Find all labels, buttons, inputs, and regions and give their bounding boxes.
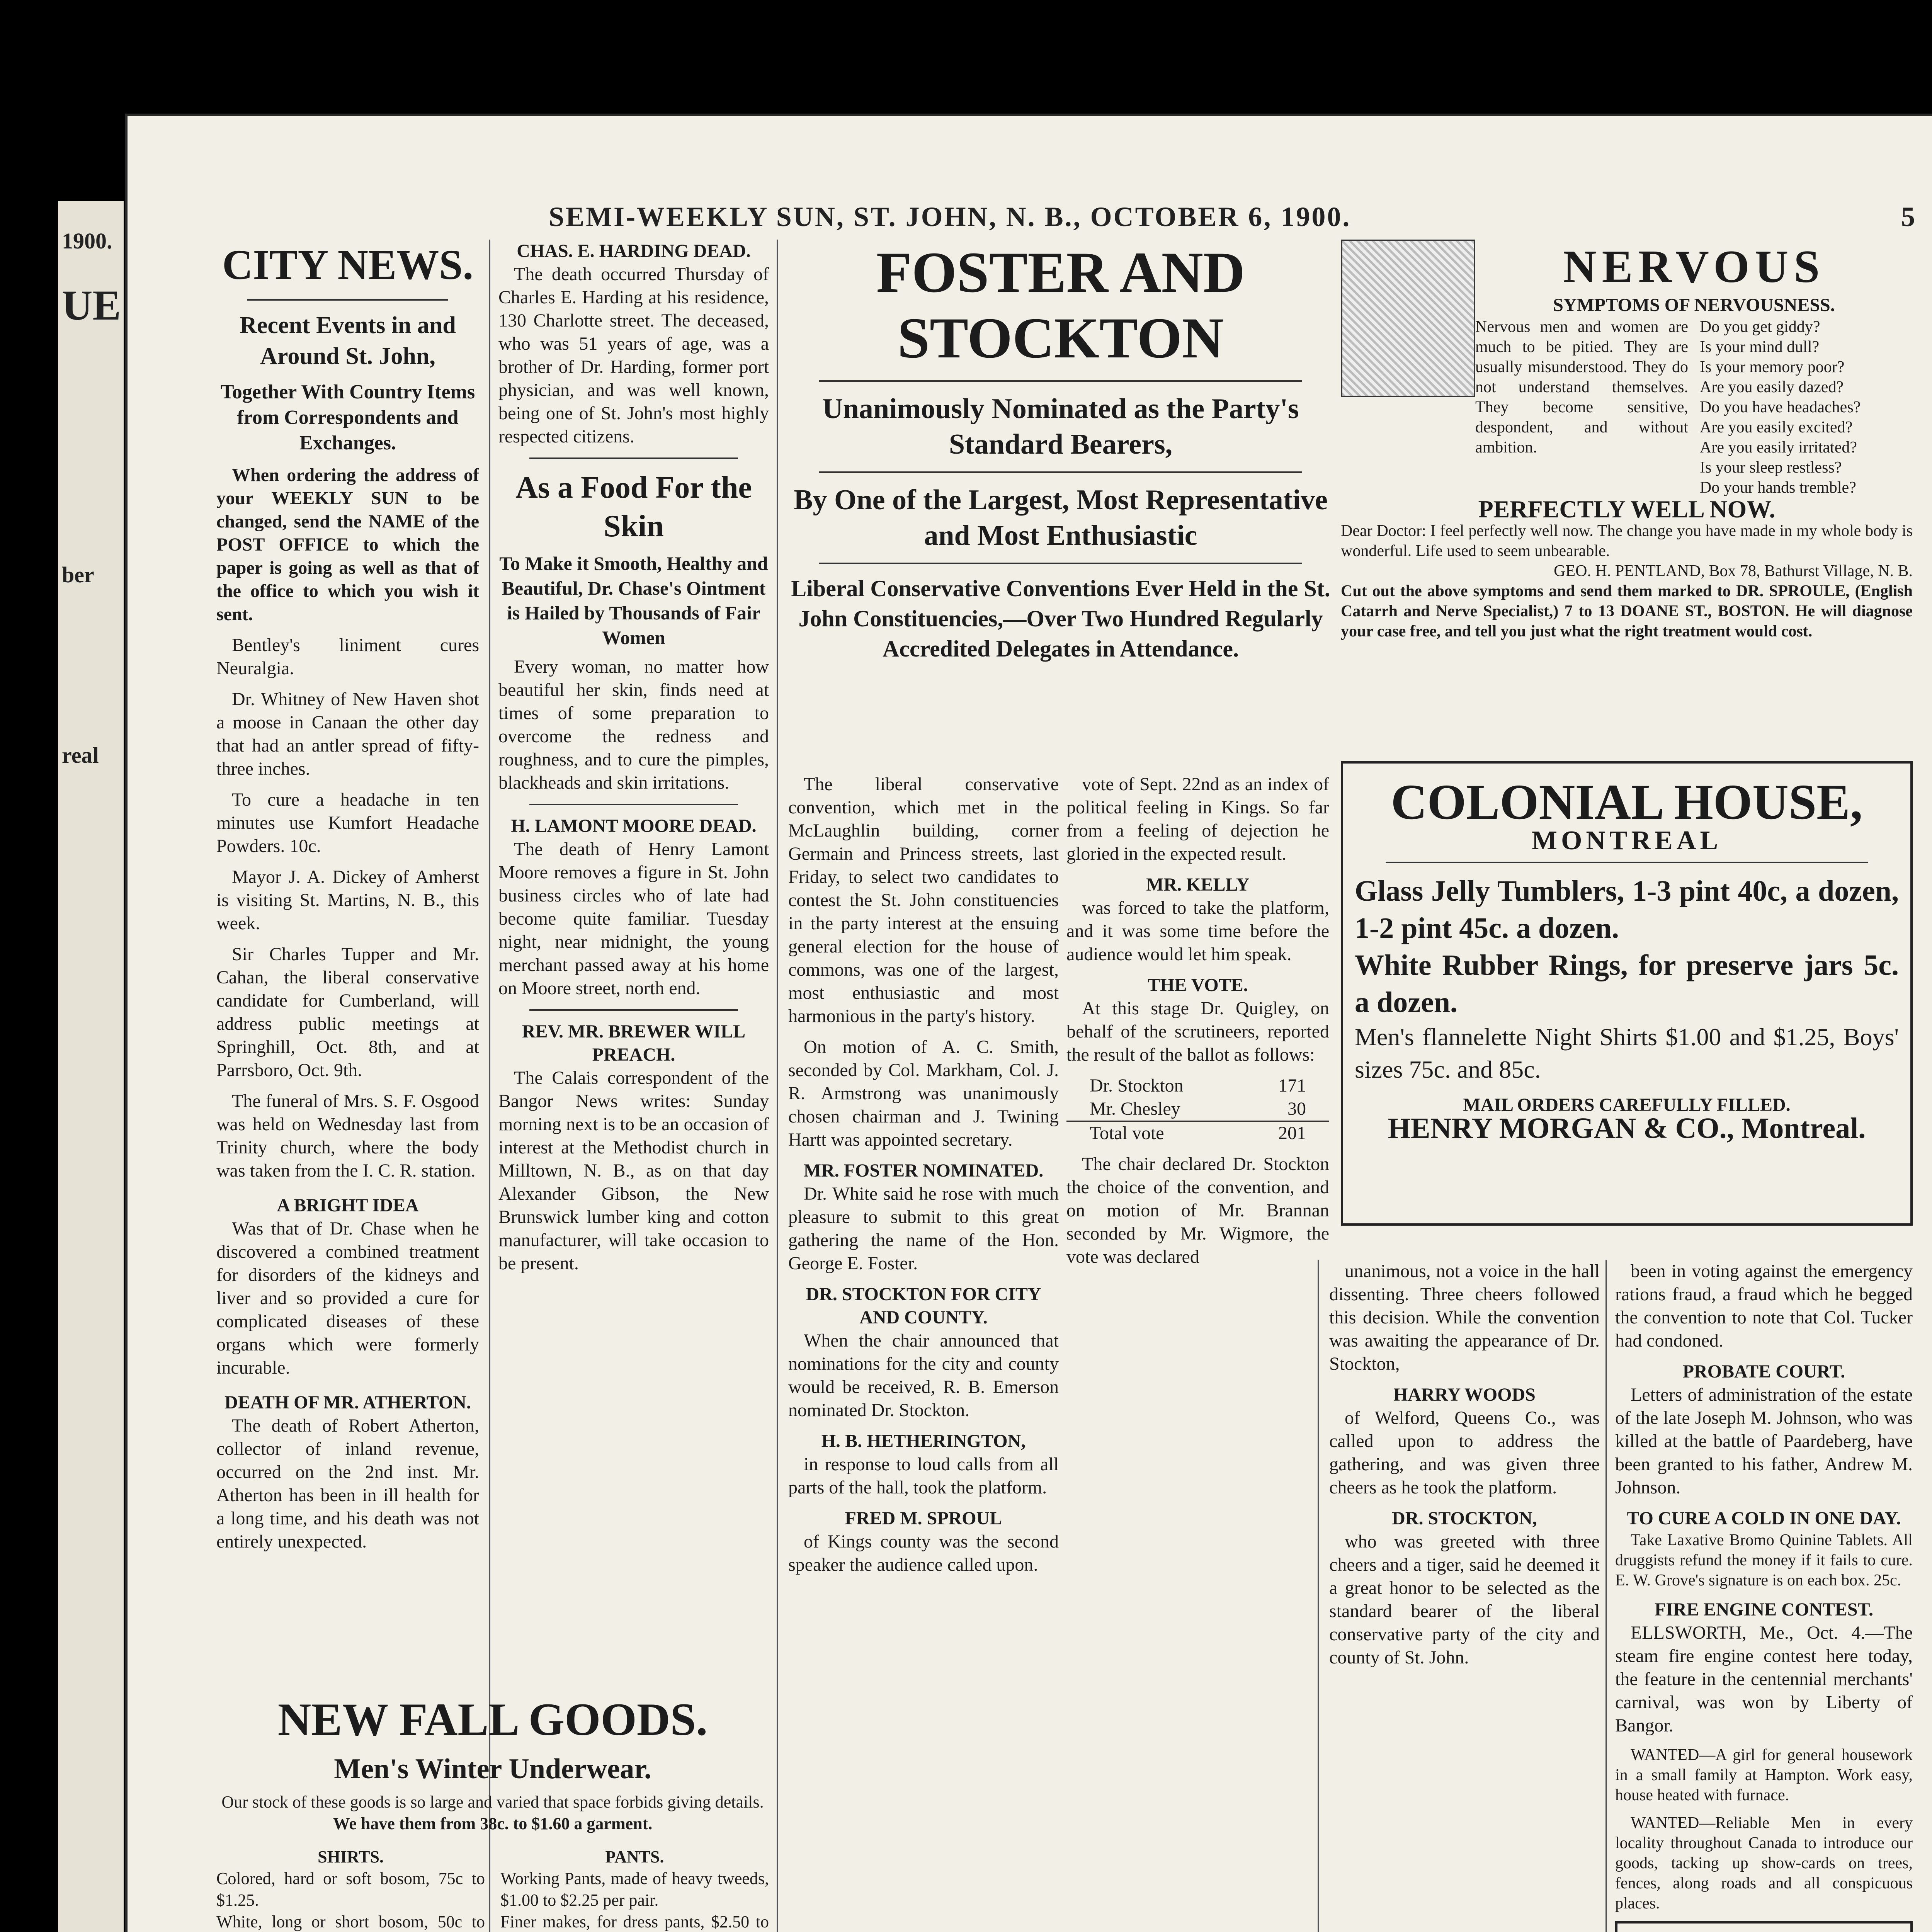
stockton-speech-text: who was greeted with three cheers and a tiger, said he deemed it a great honor to be selected as the standard bearer of the liberal conservative party of the city and county of St. John. xyxy=(1329,1531,1600,1668)
candidate-votes: 171 xyxy=(1278,1075,1306,1096)
sproul-text: of Kings county was the second speaker the audience called upon. xyxy=(788,1531,1059,1575)
fire-engine-heading: FIRE ENGINE CONTEST. xyxy=(1655,1599,1873,1620)
colonial-house-ad xyxy=(1341,753,1913,1240)
column-city-news xyxy=(216,240,479,1669)
wanted-ad: WANTED—A girl for general housework in a small family at Hampton. Work easy, house heated with furnace. xyxy=(1615,1746,1913,1804)
vote-after: The chair declared Dr. Stockton the choice of the convention, and on motion of Mr. Brannan seconded by Mr. Wigmore, the vote was declared xyxy=(1066,1154,1329,1267)
column-rule xyxy=(1605,1260,1607,1932)
city-news-subhead: Recent Events in and Around St. John, xyxy=(240,312,456,369)
col6-body: been in voting against the emergency rations fraud, a fraud which he begged the convention to note that Col. Tucker had condoned. xyxy=(1615,1261,1913,1351)
mail-orders-line: MAIL ORDERS CAREFULLY FILLED. xyxy=(1463,1095,1791,1115)
col5-body: unanimous, not a voice in the hall dissenting. Three cheers followed this decision. While the convention was awaiting the appearance of Dr. Stockton, xyxy=(1329,1261,1600,1374)
skin-food-text: Every woman, no matter how beautiful her skin, finds need at times of some preparation to overcome the redness and roughness, and to cure the pimples, blackheads and skin irritations. xyxy=(498,656,769,793)
column-two xyxy=(498,240,769,1669)
lead-body: The liberal conservative convention, which met in the McLaughlin building, corner Germain and Princess streets, last Friday, to select two candidates to contest the St. John constituencies in the party interest at the ensuing general election for the house of commons, was one of the largest, most enthusiastic and most harmonious in the party's history. xyxy=(788,774,1059,1026)
candidate-votes: 30 xyxy=(1287,1099,1306,1119)
colonial-title: COLONIAL HOUSE, xyxy=(1391,774,1863,830)
city-news-heading: CITY NEWS. xyxy=(222,241,473,288)
fall-goods-ad xyxy=(216,1692,769,1932)
nervous-title: NERVOUS xyxy=(1563,241,1825,292)
masthead-title: SEMI-WEEKLY SUN, ST. JOHN, N. B., OCTOBER 6, 1900. xyxy=(549,201,1351,232)
fall-goods-price-range: We have them from 38c. to $1.60 a garment. xyxy=(333,1814,653,1833)
symptom-item: Is your sleep restless? xyxy=(1700,459,1842,476)
moore-heading: H. LAMONT MOORE DEAD. xyxy=(511,816,757,836)
foster-text: Dr. White said he rose with much pleasure to submit to this great gathering the name of the Hon. George E. Foster. xyxy=(788,1184,1059,1274)
scrap-fragment: real xyxy=(62,743,99,768)
death-heading: DEATH OF MR. ATHERTON. xyxy=(224,1392,471,1413)
column-six xyxy=(1615,1260,1913,1932)
col4-body: vote of Sept. 22nd as an index of political feeling in Kings. So far from a feeling of dejection he gloried in the expected result. xyxy=(1066,774,1329,864)
vote-row xyxy=(1066,1097,1329,1121)
vote-intro: At this stage Dr. Quigley, on behalf of the scrutineers, reported the result of the ballot as follows: xyxy=(1066,998,1329,1065)
symptom-item: Are you easily irritated? xyxy=(1700,439,1857,456)
foster-heading: MR. FOSTER NOMINATED. xyxy=(803,1160,1044,1181)
kelly-text: was forced to take the platform, and it was some time before the audience would let him speak. xyxy=(1066,898,1329,964)
lead-story-column-2 xyxy=(1066,773,1329,1932)
lead-subtitle-3: Liberal Conservative Conventions Ever Held in the St. John Constituencies,—Over Two Hundred Regularly Accredited Delegates in Attendance. xyxy=(791,576,1330,662)
symptom-item: Do you have headaches? xyxy=(1700,398,1861,416)
probate-heading: PROBATE COURT. xyxy=(1682,1361,1845,1382)
cold-cure-heading: TO CURE A COLD IN ONE DAY. xyxy=(1627,1508,1901,1529)
symptom-item: Are you easily dazed? xyxy=(1700,378,1844,396)
death-text: The death of Robert Atherton, collector of inland revenue, occurred on the 2nd inst. Mr. Atherton has been in ill health for a long time, and his death was not entirely unexpected. xyxy=(216,1415,479,1552)
testimonial-letter: Dear Doctor: I feel perfectly well now. The change you have made in my whole body is wonderful. Life used to seem unbearable. xyxy=(1341,522,1913,560)
news-item: Mayor J. A. Dickey of Amherst is visiting St. Martins, N. B., this week. xyxy=(216,867,479,934)
news-item: The funeral of Mrs. S. F. Osgood was held on Wednesday last from Trinity church, where the body was taken from the I. C. R. station. xyxy=(216,1091,479,1181)
lead-body: On motion of A. C. Smith, seconded by Col. Markham, Col. J. R. Armstrong was unanimously chosen chairman and J. Twining Hartt was appointed secretary. xyxy=(788,1037,1059,1150)
city-news-subhead-2: Together With Country Items from Correspondents and Exchanges. xyxy=(220,381,475,454)
nervous-text: Nervous men and women are much to be pitied. They are usually misunderstood. They do not understand themselves. They become sensitive, despondent, and without ambition. xyxy=(1475,318,1688,456)
news-item: Dr. Whitney of New Haven shot a moose in Canaan the other day that had an antler spread of fifty-three inches. xyxy=(216,689,479,779)
nervous-ad xyxy=(1341,240,1913,753)
colonial-firm: HENRY MORGAN & CO., Montreal. xyxy=(1388,1112,1866,1145)
pants-item: Working Pants, made of heavy tweeds, $1.00 to $2.25 per pair. xyxy=(500,1869,769,1910)
symptoms-heading: SYMPTOMS OF NERVOUSNESS. xyxy=(1553,295,1835,315)
symptom-item: Do you get giddy? xyxy=(1700,318,1820,336)
stockton-speech-heading: DR. STOCKTON, xyxy=(1392,1508,1537,1529)
bright-idea-heading: A BRIGHT IDEA xyxy=(277,1195,419,1216)
nervous-call-to-action: Cut out the above symptoms and send them marked to DR. SPROULE, (English Catarrh and Nerve Specialist,) 7 to 13 DOANE ST., BOSTON. He will diagnose your case free, and tell you just what the right treatment would cost. xyxy=(1341,582,1913,640)
symptom-item: Is your memory poor? xyxy=(1700,358,1845,376)
hetherington-text: in response to loud calls from all parts of the hall, took the platform. xyxy=(788,1454,1059,1498)
fire-engine-text: ELLSWORTH, Me., Oct. 4.—The steam fire engine contest here today, the feature in the centennial merchants' carnival, was won by Liberty of Bangor. xyxy=(1615,1622,1913,1736)
brewer-heading: REV. MR. BREWER WILL PREACH. xyxy=(522,1021,746,1065)
perfectly-well-heading: PERFECTLY WELL NOW. xyxy=(1478,495,1776,523)
fall-goods-line: Our stock of these goods is so large and varied that space forbids giving details. xyxy=(221,1793,764,1811)
hetherington-heading: H. B. HETHERINGTON, xyxy=(821,1431,1026,1451)
lead-story-column-3 xyxy=(1329,1260,1600,1932)
sproul-heading: FRED M. SPROUL xyxy=(845,1508,1002,1529)
vote-total-row xyxy=(1066,1121,1329,1145)
column-rule xyxy=(777,240,778,1932)
skin-food-subhead: To Make it Smooth, Healthy and Beautiful, Dr. Chase's Ointment is Hailed by Thousands of Fair Women xyxy=(499,553,768,648)
probate-text: Letters of administration of the estate of the late Joseph M. Johnson, who was killed at the battle of Paardeberg, have been granted to his father, Andrew M. Johnson. xyxy=(1615,1384,1913,1498)
shirt-item: White, long or short bosom, 50c to xyxy=(216,1912,485,1931)
colonial-line-2: White Rubber Rings, for preserve jars 5c. a dozen. xyxy=(1355,949,1899,1019)
colonial-city: MONTREAL xyxy=(1531,826,1722,855)
bright-idea-text: Was that of Dr. Chase when he discovered a combined treatment for disorders of the kidneys and liver and so provided a cure for complicated diseases of these organs which were formerly incurable. xyxy=(216,1218,479,1378)
shirt-item: Colored, hard or soft bosom, 75c to $1.25. xyxy=(216,1869,485,1910)
shirts-heading: SHIRTS. xyxy=(318,1847,384,1866)
masthead xyxy=(201,201,1917,232)
lead-title: FOSTER AND STOCKTON xyxy=(876,240,1245,370)
scrap-fragment: 1900. xyxy=(62,228,112,253)
lead-story-column-1 xyxy=(788,773,1059,1932)
news-item: Bentley's liniment cures Neuralgia. xyxy=(216,635,479,679)
lead-subtitle-1: Unanimously Nominated as the Party's Standard Bearers, xyxy=(822,393,1299,460)
harding-text: The death occurred Thursday of Charles E. Harding at his residence, 130 Charlotte street. The deceased, who was 51 years of age, was a brother of Dr. Harding, former port physician, and was well known, being one of St. John's most highly respected citizens. xyxy=(498,264,769,447)
portrait-illustration xyxy=(1341,240,1475,397)
adjacent-page-margin xyxy=(58,201,124,1932)
symptom-item: Are you easily excited? xyxy=(1700,418,1853,436)
colonial-line-1: Glass Jelly Tumblers, 1-3 pint 40c, a dozen, 1-2 pint 45c. a dozen. xyxy=(1355,875,1899,944)
scrap-fragment: ber xyxy=(62,562,94,587)
candidate-name: Dr. Stockton xyxy=(1090,1075,1184,1096)
column-rule xyxy=(489,240,490,1932)
symptom-item: Is your mind dull? xyxy=(1700,338,1820,356)
woods-heading: HARRY WOODS xyxy=(1393,1384,1536,1405)
brewer-text: The Calais correspondent of the Bangor News writes: Sunday morning next is to be an occasion of interest at the Methodist church in Milltown, N. B., as on that day Alexander Gibson, the New Brunswick lumber king and cotton manufacturer, will take occasion to be present. xyxy=(498,1068,769,1274)
page-number: 5 xyxy=(1901,201,1917,232)
skin-food-heading: As a Food For the Skin xyxy=(515,471,752,543)
scrap-fragment: UE xyxy=(62,282,121,329)
testimonial-signature: GEO. H. PENTLAND, Box 78, Bathurst Village, N. B. xyxy=(1554,562,1913,580)
lead-subtitle-2: By One of the Largest, Most Representative and Most Enthusiastic xyxy=(794,484,1328,551)
symptom-item: Do your hands tremble? xyxy=(1700,479,1856,497)
kelly-heading: MR. KELLY xyxy=(1146,874,1250,895)
woods-text: of Welford, Queens Co., was called upon to address the gathering, and was given three cheers as he took the platform. xyxy=(1329,1408,1600,1498)
stockton-text: When the chair announced that nominations for the city and county would be received, R. B. Emerson nominated Dr. Stockton. xyxy=(788,1330,1059,1420)
subscriber-notice: When ordering the address of your WEEKLY SUN to be changed, send the NAME of the POST OFFICE to which the paper is going as well as that of the office to which you wish it sent. xyxy=(216,465,479,624)
vote-total: 201 xyxy=(1278,1123,1306,1143)
fall-goods-subtitle: Men's Winter Underwear. xyxy=(334,1753,651,1785)
vote-heading: THE VOTE. xyxy=(1148,975,1248,995)
news-item: To cure a headache in ten minutes use Kumfort Headache Powders. 10c. xyxy=(216,789,479,856)
cold-cure-text: Take Laxative Bromo Quinine Tablets. All druggists refund the money if it fails to cure. E. W. Grove's signature is on each box. 25c. xyxy=(1615,1531,1913,1589)
vote-total-label: Total vote xyxy=(1090,1123,1164,1143)
harding-heading: CHAS. E. HARDING DEAD. xyxy=(517,241,751,261)
candidate-name: Mr. Chesley xyxy=(1090,1099,1180,1119)
colonial-line-3: Men's flannelette Night Shirts $1.00 and $1.25, Boys' sizes 75c. and 85c. xyxy=(1355,1023,1899,1083)
pants-heading: PANTS. xyxy=(605,1847,664,1866)
vote-row xyxy=(1066,1074,1329,1097)
moore-text: The death of Henry Lamont Moore removes a figure in St. John business circles who of late had become quite familiar. Tuesday night, near midnight, the young merchant passed away at his home on Moore street, north end. xyxy=(498,839,769,998)
news-item: Sir Charles Tupper and Mr. Cahan, the liberal conservative candidate for Cumberland, will address public meetings at Springhill, Oct. 8th, and at Parrsboro, Oct. 9th. xyxy=(216,944,479,1080)
wanted-ad: WANTED—Reliable Men in every locality throughout Canada to introduce our goods, tacking up show-cards on trees, fences, along roads and all conspicuous places. xyxy=(1615,1814,1913,1912)
stockton-heading: DR. STOCKTON FOR CITY AND COUNTY. xyxy=(806,1284,1041,1328)
fall-goods-title: NEW FALL GOODS. xyxy=(277,1694,708,1745)
pants-item: Finer makes, for dress pants, $2.50 to xyxy=(500,1912,769,1931)
